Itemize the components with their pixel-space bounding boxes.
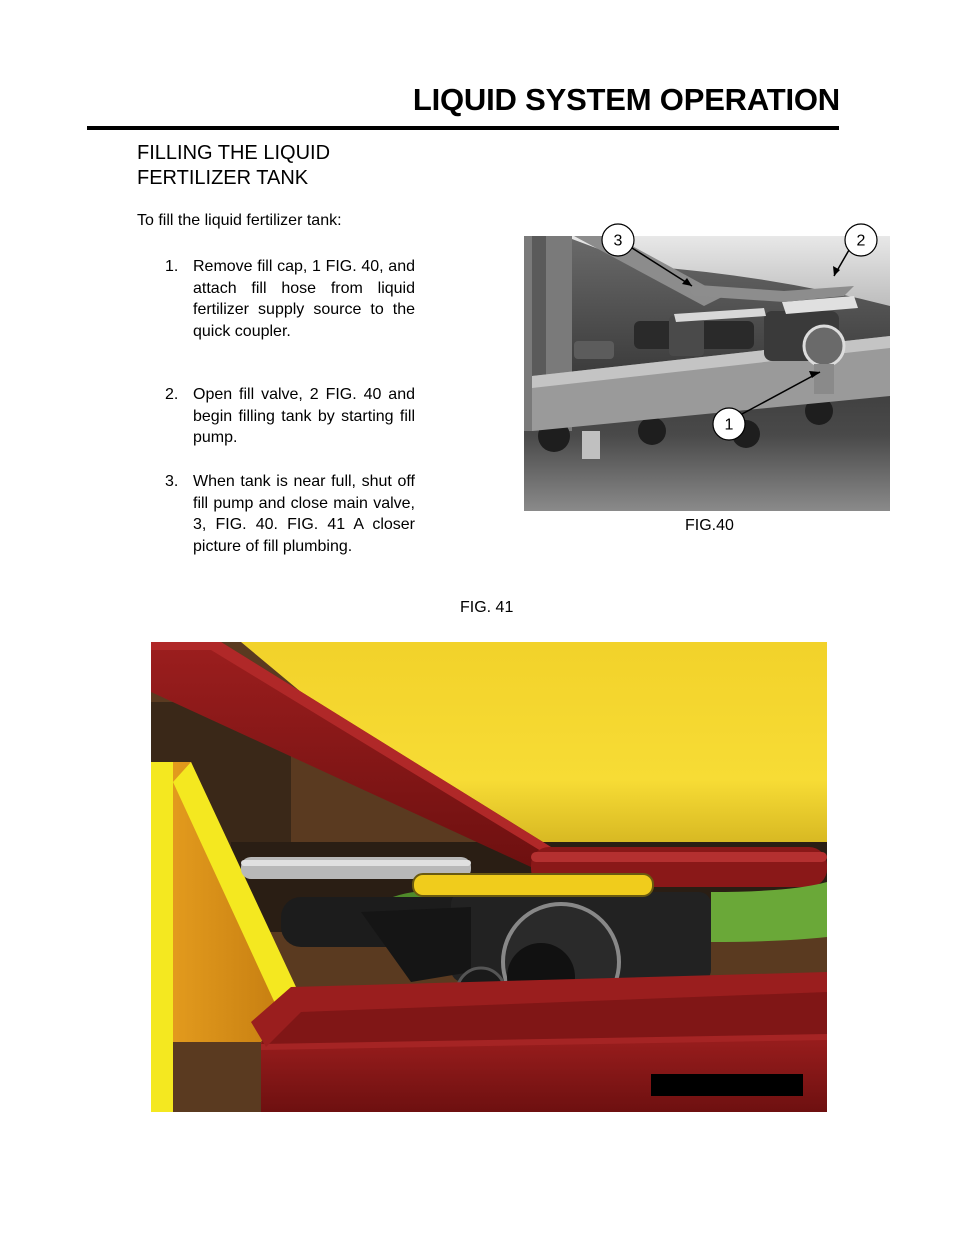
callout-3 [600, 222, 636, 258]
fig40-caption: FIG.40 [685, 517, 734, 534]
intro-text: To fill the liquid fertilizer tank: [137, 212, 342, 229]
step-text: Remove fill cap, 1 FIG. 40, and attach fill hose from liquid fertilizer supply source to the quick coupler. [193, 258, 415, 340]
step-number: 3. [165, 473, 179, 490]
callout-1 [711, 406, 747, 442]
fig40-photo [524, 236, 890, 511]
step-number: 1. [165, 258, 179, 275]
page-title: LIQUID SYSTEM OPERATION [412, 82, 840, 117]
fig41-caption: FIG. 41 [460, 599, 514, 616]
step-item [165, 384, 415, 449]
title-rule [87, 126, 839, 130]
callout-2 [843, 222, 879, 258]
step-number: 2. [165, 386, 179, 403]
callout-1-label: 1 [724, 416, 734, 434]
step-text: When tank is near full, shut off fill pump and close main valve, 3, FIG. 40. FIG. 41 A closer picture of fill plumbing. [193, 473, 415, 555]
callout-2-label: 2 [856, 232, 866, 250]
step-text: Open fill valve, 2 FIG. 40 and begin filling tank by starting fill pump. [193, 386, 415, 446]
section-heading [137, 141, 397, 191]
section-heading-line-1: FILLING THE LIQUID [137, 142, 331, 164]
step-item [165, 256, 415, 342]
callout-3-label: 3 [613, 232, 623, 250]
section-heading-line-2: FERTILIZER TANK [137, 167, 309, 189]
step-item [165, 471, 415, 557]
fig41-photo [151, 642, 827, 1112]
